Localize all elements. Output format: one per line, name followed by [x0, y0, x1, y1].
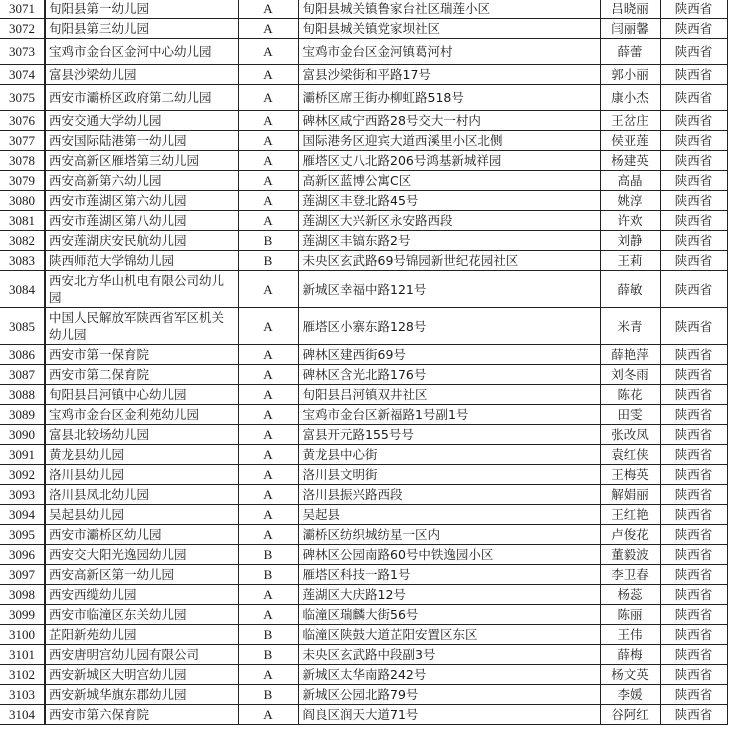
level-cell: A [238, 131, 298, 151]
level-cell: A [238, 405, 298, 425]
row-number-cell: 3077 [0, 131, 45, 151]
province-cell: 陕西省 [660, 665, 727, 685]
province-cell: 陕西省 [660, 251, 727, 271]
row-number-cell: 3073 [0, 39, 45, 65]
contact-person-cell: 薛梅 [600, 645, 660, 665]
kindergarten-name-cell: 西安唐明宫幼儿园有限公司 [45, 645, 238, 665]
table-row [0, 685, 727, 705]
address-cell: 富县沙梁街和平路17号 [298, 65, 600, 85]
row-number-cell: 3093 [0, 485, 45, 505]
level-cell: A [238, 705, 298, 725]
kindergarten-name-cell: 富县沙梁幼儿园 [45, 65, 238, 85]
contact-person-cell: 王莉 [600, 251, 660, 271]
level-cell: A [238, 425, 298, 445]
kindergarten-name-cell: 西安市临潼区东关幼儿园 [45, 605, 238, 625]
level-cell: A [238, 445, 298, 465]
row-number-cell: 3083 [0, 251, 45, 271]
table-row [0, 485, 727, 505]
address-cell: 雁塔区小寨东路128号 [298, 308, 600, 345]
address-cell: 高新区蓝博公寓C区 [298, 171, 600, 191]
contact-person-cell: 王梅英 [600, 465, 660, 485]
address-cell: 莲湖区大兴新区永安路西段 [298, 211, 600, 231]
contact-person-cell: 王伟 [600, 625, 660, 645]
kindergarten-name-cell: 西安北方华山机电有限公司幼儿园 [45, 271, 238, 308]
row-number-cell: 3084 [0, 271, 45, 308]
address-cell: 宝鸡市金台区新福路1号副1号 [298, 405, 600, 425]
address-cell: 国际港务区迎宾大道西溪里小区北侧 [298, 131, 600, 151]
contact-person-cell: 田雯 [600, 405, 660, 425]
province-cell: 陕西省 [660, 705, 727, 725]
level-cell: A [238, 345, 298, 365]
kindergarten-name-cell: 西安新城华旗东郡幼儿园 [45, 685, 238, 705]
province-cell: 陕西省 [660, 308, 727, 345]
row-number-cell: 3098 [0, 585, 45, 605]
province-cell: 陕西省 [660, 111, 727, 131]
level-cell: A [238, 605, 298, 625]
address-cell: 阎良区润天大道71号 [298, 705, 600, 725]
province-cell: 陕西省 [660, 505, 727, 525]
table-row [0, 445, 727, 465]
contact-person-cell: 姚淳 [600, 191, 660, 211]
kindergarten-name-cell: 陕西师范大学锦幼儿园 [45, 251, 238, 271]
kindergarten-name-cell: 旬阳县第一幼儿园 [45, 0, 238, 19]
table-row [0, 19, 727, 39]
address-cell: 雁塔区丈八北路206号鸿基新城祥园 [298, 151, 600, 171]
contact-person-cell: 许欢 [600, 211, 660, 231]
address-cell: 宝鸡市金台区金河镇葛河村 [298, 39, 600, 65]
level-cell: A [238, 151, 298, 171]
province-cell: 陕西省 [660, 39, 727, 65]
level-cell: A [238, 505, 298, 525]
province-cell: 陕西省 [660, 465, 727, 485]
address-cell: 莲湖区丰登北路45号 [298, 191, 600, 211]
province-cell: 陕西省 [660, 425, 727, 445]
kindergarten-name-cell: 中国人民解放军陕西省军区机关幼儿园 [45, 308, 238, 345]
table-row [0, 271, 727, 308]
address-cell: 旬阳县城关镇鲁家台社区瑞莲小区 [298, 0, 600, 19]
contact-person-cell: 谷阿红 [600, 705, 660, 725]
contact-person-cell: 王红艳 [600, 505, 660, 525]
address-cell: 雁塔区科技一路1号 [298, 565, 600, 585]
contact-person-cell: 薛敏 [600, 271, 660, 308]
level-cell: B [238, 231, 298, 251]
kindergarten-name-cell: 西安市莲湖区第八幼儿园 [45, 211, 238, 231]
province-cell: 陕西省 [660, 191, 727, 211]
province-cell: 陕西省 [660, 131, 727, 151]
address-cell: 临潼区陕鼓大道芷阳安置区东区 [298, 625, 600, 645]
table-row [0, 251, 727, 271]
address-cell: 莲湖区大庆路12号 [298, 585, 600, 605]
address-cell: 洛川县文明街 [298, 465, 600, 485]
row-number-cell: 3080 [0, 191, 45, 211]
contact-person-cell: 杨文英 [600, 665, 660, 685]
kindergarten-name-cell: 宝鸡市金台区金河中心幼儿园 [45, 39, 238, 65]
contact-person-cell: 杨建英 [600, 151, 660, 171]
row-number-cell: 3096 [0, 545, 45, 565]
province-cell: 陕西省 [660, 19, 727, 39]
province-cell: 陕西省 [660, 271, 727, 308]
level-cell: A [238, 271, 298, 308]
contact-person-cell: 张改凤 [600, 425, 660, 445]
kindergarten-name-cell: 黄龙县幼儿园 [45, 445, 238, 465]
row-number-cell: 3076 [0, 111, 45, 131]
table-row [0, 705, 727, 725]
contact-person-cell: 陈丽 [600, 605, 660, 625]
kindergarten-name-cell: 旬阳县第三幼儿园 [45, 19, 238, 39]
kindergarten-name-cell: 西安新城区大明宫幼儿园 [45, 665, 238, 685]
address-cell: 新城区公园北路79号 [298, 685, 600, 705]
kindergarten-name-cell: 吴起县幼儿园 [45, 505, 238, 525]
kindergarten-name-cell: 西安西缆幼儿园 [45, 585, 238, 605]
kindergarten-name-cell: 旬阳县吕河镇中心幼儿园 [45, 385, 238, 405]
contact-person-cell: 陈花 [600, 385, 660, 405]
row-number-cell: 3088 [0, 385, 45, 405]
contact-person-cell: 王岔庄 [600, 111, 660, 131]
table-row [0, 505, 727, 525]
address-cell: 富县开元路155号号 [298, 425, 600, 445]
kindergarten-name-cell: 西安国际陆港第一幼儿园 [45, 131, 238, 151]
province-cell: 陕西省 [660, 485, 727, 505]
level-cell: A [238, 308, 298, 345]
province-cell: 陕西省 [660, 385, 727, 405]
level-cell: A [238, 19, 298, 39]
level-cell: A [238, 0, 298, 19]
kindergarten-name-cell: 洛川县凤北幼儿园 [45, 485, 238, 505]
contact-person-cell: 米青 [600, 308, 660, 345]
contact-person-cell: 康小杰 [600, 85, 660, 111]
table-row [0, 465, 727, 485]
table-row [0, 211, 727, 231]
table-row [0, 0, 727, 19]
contact-person-cell: 卢俊花 [600, 525, 660, 545]
level-cell: A [238, 191, 298, 211]
province-cell: 陕西省 [660, 605, 727, 625]
address-cell: 灞桥区席王街办柳虹路518号 [298, 85, 600, 111]
row-number-cell: 3100 [0, 625, 45, 645]
address-cell: 灞桥区纺织城纺星一区内 [298, 525, 600, 545]
province-cell: 陕西省 [660, 405, 727, 425]
kindergarten-name-cell: 西安市灞桥区政府第二幼儿园 [45, 85, 238, 111]
table-row [0, 565, 727, 585]
contact-person-cell: 李卫春 [600, 565, 660, 585]
province-cell: 陕西省 [660, 565, 727, 585]
row-number-cell: 3082 [0, 231, 45, 251]
province-cell: 陕西省 [660, 211, 727, 231]
table-row [0, 345, 727, 365]
kindergarten-name-cell: 西安莲湖庆安民航幼儿园 [45, 231, 238, 251]
table-row [0, 308, 727, 345]
table-row [0, 65, 727, 85]
contact-person-cell: 吕晓丽 [600, 0, 660, 19]
province-cell: 陕西省 [660, 445, 727, 465]
kindergarten-name-cell: 洛川县幼儿园 [45, 465, 238, 485]
table-row [0, 39, 727, 65]
province-cell: 陕西省 [660, 625, 727, 645]
row-number-cell: 3086 [0, 345, 45, 365]
address-cell: 未央区玄武路69号锦园新世纪花园社区 [298, 251, 600, 271]
address-cell: 旬阳县城关镇党家坝社区 [298, 19, 600, 39]
contact-person-cell: 杨蕊 [600, 585, 660, 605]
level-cell: B [238, 251, 298, 271]
row-number-cell: 3102 [0, 665, 45, 685]
row-number-cell: 3091 [0, 445, 45, 465]
level-cell: A [238, 171, 298, 191]
row-number-cell: 3071 [0, 0, 45, 19]
level-cell: A [238, 39, 298, 65]
address-cell: 碑林区含光北路176号 [298, 365, 600, 385]
level-cell: A [238, 211, 298, 231]
province-cell: 陕西省 [660, 151, 727, 171]
table-row [0, 665, 727, 685]
contact-person-cell: 高晶 [600, 171, 660, 191]
province-cell: 陕西省 [660, 585, 727, 605]
contact-person-cell: 薛蕾 [600, 39, 660, 65]
row-number-cell: 3081 [0, 211, 45, 231]
contact-person-cell: 刘静 [600, 231, 660, 251]
level-cell: B [238, 685, 298, 705]
contact-person-cell: 解娟丽 [600, 485, 660, 505]
kindergarten-name-cell: 西安高新第六幼儿园 [45, 171, 238, 191]
table-row [0, 111, 727, 131]
kindergarten-name-cell: 西安市第一保育院 [45, 345, 238, 365]
row-number-cell: 3099 [0, 605, 45, 625]
address-cell: 碑林区咸宁西路28号交大一村内 [298, 111, 600, 131]
kindergarten-name-cell: 西安高新区雁塔第三幼儿园 [45, 151, 238, 171]
province-cell: 陕西省 [660, 345, 727, 365]
province-cell: 陕西省 [660, 365, 727, 385]
kindergarten-name-cell: 西安市灞桥区幼儿园 [45, 525, 238, 545]
address-cell: 临潼区瑞麟大街56号 [298, 605, 600, 625]
level-cell: A [238, 665, 298, 685]
address-cell: 吴起县 [298, 505, 600, 525]
kindergarten-name-cell: 宝鸡市金台区金利苑幼儿园 [45, 405, 238, 425]
table-row [0, 151, 727, 171]
row-number-cell: 3090 [0, 425, 45, 445]
province-cell: 陕西省 [660, 645, 727, 665]
address-cell: 黄龙县中心街 [298, 445, 600, 465]
level-cell: A [238, 465, 298, 485]
level-cell: A [238, 85, 298, 111]
table-row [0, 131, 727, 151]
level-cell: B [238, 565, 298, 585]
row-number-cell: 3087 [0, 365, 45, 385]
address-cell: 未央区玄武路中段副3号 [298, 645, 600, 665]
level-cell: A [238, 111, 298, 131]
address-cell: 新城区幸福中路121号 [298, 271, 600, 308]
contact-person-cell: 薛艳萍 [600, 345, 660, 365]
kindergarten-name-cell: 西安市莲湖区第六幼儿园 [45, 191, 238, 211]
table-row [0, 85, 727, 111]
row-number-cell: 3097 [0, 565, 45, 585]
table-row [0, 191, 727, 211]
row-number-cell: 3104 [0, 705, 45, 725]
row-number-cell: 3085 [0, 308, 45, 345]
row-number-cell: 3078 [0, 151, 45, 171]
kindergarten-name-cell: 西安市第六保育院 [45, 705, 238, 725]
contact-person-cell: 董毅波 [600, 545, 660, 565]
contact-person-cell: 李媛 [600, 685, 660, 705]
row-number-cell: 3094 [0, 505, 45, 525]
address-cell: 新城区太华南路242号 [298, 665, 600, 685]
level-cell: A [238, 385, 298, 405]
contact-person-cell: 闫丽馨 [600, 19, 660, 39]
table-row [0, 385, 727, 405]
contact-person-cell: 刘冬雨 [600, 365, 660, 385]
province-cell: 陕西省 [660, 545, 727, 565]
address-cell: 莲湖区丰镐东路2号 [298, 231, 600, 251]
table-row [0, 645, 727, 665]
table-row [0, 365, 727, 385]
table-row [0, 405, 727, 425]
level-cell: A [238, 525, 298, 545]
table-row [0, 605, 727, 625]
kindergarten-name-cell: 西安交通大学幼儿园 [45, 111, 238, 131]
level-cell: B [238, 625, 298, 645]
contact-person-cell: 袁红侠 [600, 445, 660, 465]
table-row [0, 425, 727, 445]
row-number-cell: 3074 [0, 65, 45, 85]
province-cell: 陕西省 [660, 231, 727, 251]
kindergarten-name-cell: 芷阳新苑幼儿园 [45, 625, 238, 645]
contact-person-cell: 侯亚莲 [600, 131, 660, 151]
table-row [0, 171, 727, 191]
level-cell: B [238, 545, 298, 565]
address-cell: 碑林区建西街69号 [298, 345, 600, 365]
row-number-cell: 3079 [0, 171, 45, 191]
level-cell: A [238, 65, 298, 85]
table-row [0, 625, 727, 645]
address-cell: 旬阳县吕河镇双井社区 [298, 385, 600, 405]
kindergarten-name-cell: 西安交大阳光逸园幼儿园 [45, 545, 238, 565]
address-cell: 洛川县振兴路西段 [298, 485, 600, 505]
row-number-cell: 3075 [0, 85, 45, 111]
level-cell: A [238, 585, 298, 605]
province-cell: 陕西省 [660, 85, 727, 111]
address-cell: 碑林区公园南路60号中铁逸园小区 [298, 545, 600, 565]
row-number-cell: 3089 [0, 405, 45, 425]
row-number-cell: 3092 [0, 465, 45, 485]
province-cell: 陕西省 [660, 0, 727, 19]
kindergarten-name-cell: 富县北较场幼儿园 [45, 425, 238, 445]
province-cell: 陕西省 [660, 685, 727, 705]
kindergarten-name-cell: 西安高新区第一幼儿园 [45, 565, 238, 585]
contact-person-cell: 郭小丽 [600, 65, 660, 85]
province-cell: 陕西省 [660, 171, 727, 191]
province-cell: 陕西省 [660, 65, 727, 85]
kindergarten-name-cell: 西安市第二保育院 [45, 365, 238, 385]
row-number-cell: 3095 [0, 525, 45, 545]
level-cell: B [238, 645, 298, 665]
level-cell: A [238, 365, 298, 385]
table-row [0, 525, 727, 545]
table-row [0, 585, 727, 605]
row-number-cell: 3072 [0, 19, 45, 39]
province-cell: 陕西省 [660, 525, 727, 545]
level-cell: A [238, 485, 298, 505]
table-row [0, 231, 727, 251]
table-row [0, 545, 727, 565]
row-number-cell: 3101 [0, 645, 45, 665]
row-number-cell: 3103 [0, 685, 45, 705]
